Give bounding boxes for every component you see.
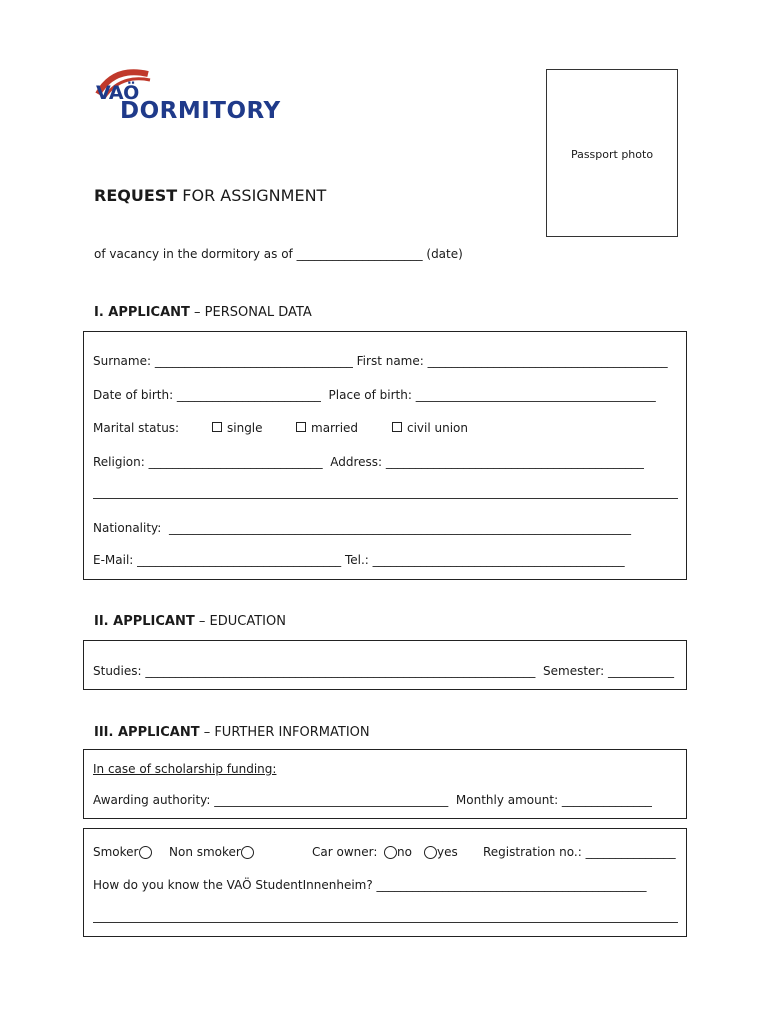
checkbox-civil-union-label: civil union [407, 421, 469, 435]
section-further-info-heading [94, 725, 370, 740]
checkbox-married-label: married [311, 421, 359, 435]
radio-circle-icon [139, 846, 152, 859]
scholarship-heading: In case of scholarship funding: [93, 762, 277, 776]
how-know-continuation-line[interactable] [93, 922, 678, 923]
registration-field[interactable]: Registration no.: _______________ [483, 845, 676, 859]
checkbox-married[interactable] [296, 421, 358, 435]
non-smoker-label: Non smoker [169, 845, 241, 859]
form-title-bold: REQUEST [94, 186, 178, 205]
passport-photo-label: Passport photo [570, 148, 654, 161]
checkbox-single-label: single [227, 421, 263, 435]
passport-photo-box [546, 69, 678, 237]
birth-field[interactable]: Date of birth: ________________________ Place of birth: ________________________________________ [93, 388, 656, 402]
logo [92, 68, 292, 128]
religion-address-field[interactable]: Religion: _____________________________ Address: ___________________________________________ [93, 455, 644, 469]
how-know-field[interactable]: How do you know the VAÖ StudentInnenheim? _____________________________________________ [93, 878, 647, 892]
car-owner-yes-option[interactable] [424, 845, 458, 859]
section-number: III. APPLICANT [94, 725, 200, 740]
car-owner-label: Car owner: [312, 845, 378, 859]
form-title [94, 186, 326, 205]
vacancy-date-field[interactable]: of vacancy in the dormitory as of _____________________ (date) [94, 247, 463, 261]
section-number: I. APPLICANT [94, 305, 190, 320]
awarding-amount-field[interactable]: Awarding authority: _______________________________________ Monthly amount: _______________ [93, 793, 652, 807]
section-personal-data-heading [94, 305, 312, 320]
nationality-field[interactable]: Nationality: _____________________________________________________________________________ [93, 521, 631, 535]
smoker-label: Smoker [93, 845, 139, 859]
section-number: II. APPLICANT [94, 614, 195, 629]
checkbox-single[interactable] [212, 421, 263, 435]
checkbox-icon [212, 422, 222, 432]
non-smoker-option[interactable] [169, 845, 254, 859]
smoker-option[interactable] [93, 845, 152, 859]
car-owner-no-option[interactable] [384, 845, 412, 859]
surname-firstname-field[interactable]: Surname: _________________________________ First name: ________________________________________ [93, 354, 668, 368]
section-name: – PERSONAL DATA [189, 305, 312, 320]
radio-circle-icon [241, 846, 254, 859]
marital-status-label: Marital status: [93, 421, 180, 435]
checkbox-civil-union[interactable] [392, 421, 468, 435]
studies-semester-field[interactable]: Studies: _________________________________________________________________ Semester: ___________ [93, 664, 674, 678]
car-owner-no-label: no [397, 845, 412, 859]
radio-circle-icon [424, 846, 437, 859]
radio-circle-icon [384, 846, 397, 859]
checkbox-icon [392, 422, 402, 432]
section-name: – FURTHER INFORMATION [199, 725, 370, 740]
section-name: – EDUCATION [194, 614, 286, 629]
car-owner-yes-label: yes [437, 845, 458, 859]
address-continuation-line[interactable] [93, 498, 678, 499]
section-education-heading [94, 614, 286, 629]
marital-status-row [93, 421, 179, 435]
email-tel-field[interactable]: E-Mail: __________________________________ Tel.: __________________________________________ [93, 553, 625, 567]
form-title-rest: FOR ASSIGNMENT [177, 186, 327, 205]
scholarship-box [83, 749, 687, 819]
logo-text-dormitory: DORMITORY [120, 98, 281, 124]
checkbox-icon [296, 422, 306, 432]
logo-text-vao: VAÖ [96, 82, 139, 104]
